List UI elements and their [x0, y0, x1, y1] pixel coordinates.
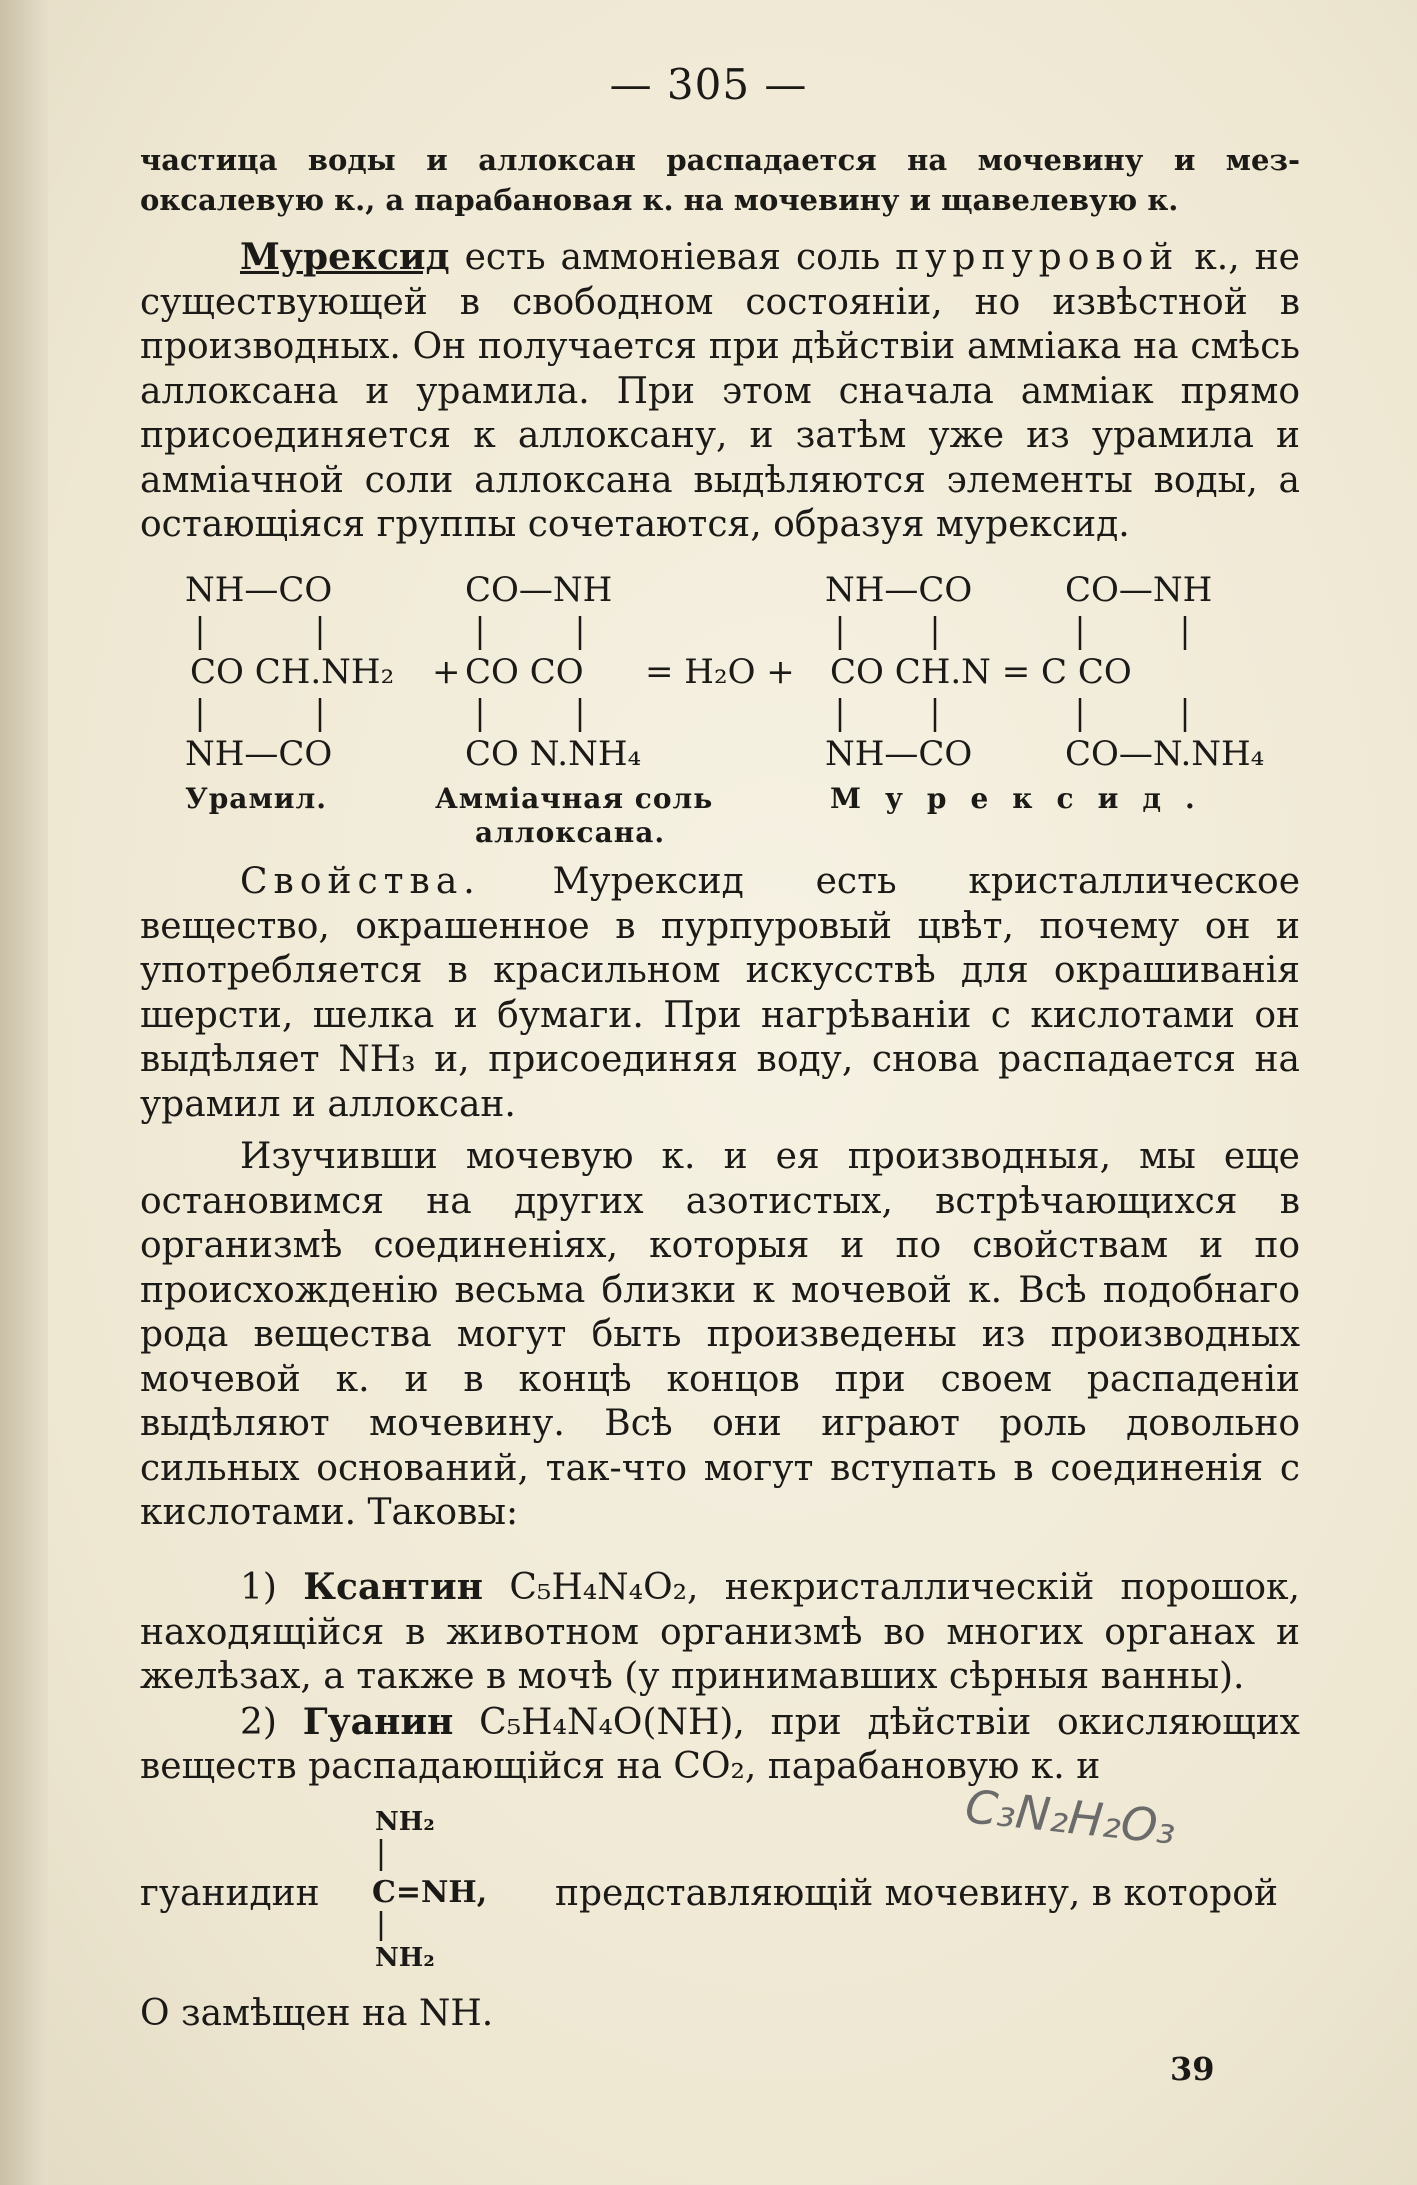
- alloxan-top: CO—NH: [465, 570, 613, 610]
- caption-alloxan-1: Амміачная соль: [435, 782, 714, 815]
- page-edge: [0, 0, 48, 2185]
- equals-water: = H₂O +: [645, 652, 795, 692]
- plus-sign: +: [432, 652, 461, 692]
- caption-uramil: Урамил.: [185, 782, 328, 815]
- caption-murexide: Мурексид.: [830, 782, 1219, 815]
- signature-number: 39: [1170, 2050, 1215, 2088]
- murexide-formula: [140, 570, 1300, 850]
- item-xanthine: [140, 1565, 1300, 1700]
- p1-text-b: к., не существующей в свободном состоянiи, но извѣстной в производных. Он получается при дѣйствiи амміака на смѣсь аллоксана и урамила. При этом сначала амміак прямо присоединяется к аллоксану, и затѣм уже из урамила и амміачной соли аллоксана выдѣляются элементы воды, а остающiяся группы сочетаются, образуя мурексид.: [140, 237, 1300, 545]
- murexide-bot-left: NH—CO: [825, 734, 973, 774]
- uramil-bot: NH—CO: [185, 734, 333, 774]
- item2-name: Гуанин: [302, 1700, 454, 1743]
- handwritten-formula: C₃N₂H₂O₃: [962, 1779, 1179, 1855]
- last-line: [140, 1992, 1300, 2037]
- alloxan-bot: CO N.NH₄: [465, 734, 642, 774]
- guanidine-word: гуанидин: [140, 1873, 320, 1914]
- p2-text: Мурексид есть кристаллическое вещество, окрашенное в пурпуровый цвѣт, почему он и употребляется в красильном искусствѣ для окрашиванiя шерсти, шелка и бумаги. При нагрѣванiи с кислотами он выдѣляет NH₃ и, присоединяя воду, снова распадается на урамил и аллоксан.: [140, 861, 1300, 1125]
- murexide-bot-right: CO—N.NH₄: [1065, 734, 1265, 774]
- last-line-text: O замѣщен на NH.: [140, 1993, 494, 2034]
- alloxan-mid: CO CO: [465, 652, 584, 692]
- term-murexide: Мурексид: [240, 236, 450, 278]
- guanidine-top: NH₂: [375, 1807, 435, 1837]
- item2-text: C₅H₄N₄O(NH), при дѣйствiи окисляющих веществ распадающiйся на CO₂, парабановую к. и: [140, 1701, 1300, 1787]
- p3-text: Изучивши мочевую к. и ея производныя, мы еще остановимся на других азотистых, встрѣчающихся в организмѣ соединенiях, которыя и по свойствам и по происхожденiю весьма близки к мочевой к. Всѣ подобнаго рода вещества могут быть произведены из производных мочевой к. и в концѣ концов при своем распаденiи выдѣляют мочевину. Всѣ они играют роль довольно сильных оснований, так-что могут вступать в соединенiя с кислотами. Таковы:: [140, 1136, 1300, 1533]
- murexide-top-left: NH—CO: [825, 570, 973, 610]
- item1-text: C₅H₄N₄O₂, некристаллическiй порошок, находящiйся в животном организмѣ во многих органах и желѣзах, а также в мочѣ (у принимавших сѣрныя ванны).: [140, 1567, 1300, 1697]
- guanidine-bonds: [376, 1835, 386, 1945]
- intro-paragraph: [140, 140, 1300, 220]
- paragraph-murexide: [140, 235, 1300, 548]
- page-number: — 305 —: [609, 60, 808, 109]
- p1-spaced-word: пурпуровой: [895, 237, 1180, 278]
- paragraph-nitrogenous: [140, 1135, 1300, 1536]
- uramil-mid: CO CH.NH₂: [190, 652, 395, 692]
- properties-heading: Свойства.: [240, 861, 481, 902]
- item2-number: 2): [240, 1701, 277, 1743]
- guanidine-rest: представляющiй мочевину, в которой: [555, 1873, 1278, 1914]
- guanidine-bot: NH₂: [375, 1943, 435, 1973]
- item1-name: Ксантин: [303, 1566, 483, 1608]
- intro-small-text: частица воды и аллоксан распадается на мочевину и мез-оксалевую к., а парабановая к. на мочевину и щавелевую к.: [140, 143, 1300, 217]
- item1-number: 1): [240, 1567, 277, 1608]
- paragraph-properties: [140, 860, 1300, 1127]
- murexide-mid: CO CH.N = C CO: [830, 652, 1132, 692]
- uramil-top: NH—CO: [185, 570, 333, 610]
- murexide-top-right: CO—NH: [1065, 570, 1213, 610]
- item-guanine: [140, 1700, 1300, 1790]
- caption-alloxan-2: аллоксана.: [475, 816, 666, 849]
- p1-text-a: есть аммонiевая соль: [449, 237, 896, 278]
- guanidine-mid: C=NH,: [372, 1875, 488, 1910]
- list-items: [140, 1565, 1300, 1790]
